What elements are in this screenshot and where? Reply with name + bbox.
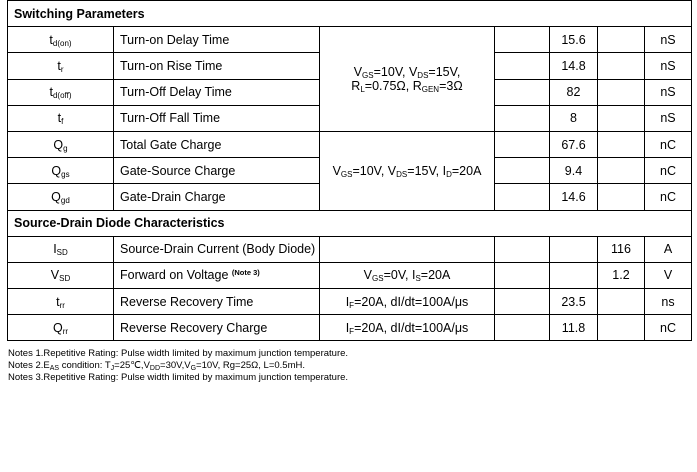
symbol-cell: $t_{d(off)}$ <box>8 79 114 105</box>
max-cell <box>598 289 645 315</box>
symbol-cell: $V_{SD}$ <box>8 262 114 288</box>
min-cell <box>495 131 550 157</box>
table-row <box>8 289 692 315</box>
table-row <box>8 262 692 288</box>
note-3: Notes 3.Repetitive Rating: Pulse width limited by maximum junction temperature. <box>8 372 349 384</box>
typ-cell: 14.6 <box>550 184 598 210</box>
unit-cell: ns <box>645 289 692 315</box>
typ-cell: 23.5 <box>550 289 598 315</box>
parameter-cell: Gate-Drain Charge <box>114 184 320 210</box>
typ-cell: 14.8 <box>550 53 598 79</box>
electrical-characteristics-table <box>7 0 692 341</box>
condition-cell-switching: $V_{GS}=10V$, $V_{DS}=15V$, $R_L=0.75\Omega$, $R_{GEN}=3\Omega$ <box>320 27 495 132</box>
parameter-cell: Turn-on Rise Time <box>114 53 320 79</box>
min-cell <box>495 79 550 105</box>
parameter-cell: Total Gate Charge <box>114 131 320 157</box>
unit-cell: A <box>645 236 692 262</box>
typ-cell: 67.6 <box>550 131 598 157</box>
section-header-row <box>8 210 692 236</box>
max-cell <box>598 184 645 210</box>
min-cell <box>495 27 550 53</box>
condition-cell: $I_F=20A$, dI/dt=100A/μs <box>320 315 495 341</box>
unit-cell: nS <box>645 79 692 105</box>
symbol-cell: $t_{d(on)}$ <box>8 27 114 53</box>
max-cell <box>598 105 645 131</box>
parameter-cell: Turn-Off Delay Time <box>114 79 320 105</box>
parameter-cell: Source-Drain Current (Body Diode) <box>114 236 320 262</box>
parameter-cell: Turn-on Delay Time <box>114 27 320 53</box>
unit-cell: nS <box>645 27 692 53</box>
max-cell <box>598 53 645 79</box>
condition-cell: $V_{GS}=0V$, $I_S=20A$ <box>320 262 495 288</box>
parameter-cell: Gate-Source Charge <box>114 158 320 184</box>
symbol-cell: $t_{rr}$ <box>8 289 114 315</box>
symbol-cell: $t_r$ <box>8 53 114 79</box>
typ-cell: 8 <box>550 105 598 131</box>
min-cell <box>495 158 550 184</box>
max-cell: 116 <box>598 236 645 262</box>
symbol-cell: $I_{SD}$ <box>8 236 114 262</box>
typ-cell <box>550 236 598 262</box>
unit-cell: V <box>645 262 692 288</box>
section-title-switching: Switching Parameters <box>8 1 692 27</box>
section-header-row <box>8 1 692 27</box>
notes-block <box>8 348 348 385</box>
symbol-cell: $Q_{rr}$ <box>8 315 114 341</box>
unit-cell: nC <box>645 184 692 210</box>
note-ref: (Note 3) <box>231 268 260 278</box>
unit-cell: nC <box>645 158 692 184</box>
condition-cell <box>320 236 495 262</box>
table-row <box>8 236 692 262</box>
min-cell <box>495 289 550 315</box>
symbol-cell: $Q_{gs}$ <box>8 158 114 184</box>
min-cell <box>495 53 550 79</box>
parameter-cell: Turn-Off Fall Time <box>114 105 320 131</box>
max-cell <box>598 79 645 105</box>
condition-cell: $I_F=20A$, dI/dt=100A/μs <box>320 289 495 315</box>
unit-cell: nS <box>645 105 692 131</box>
parameter-cell: Reverse Recovery Time <box>114 289 320 315</box>
typ-cell: 9.4 <box>550 158 598 184</box>
max-cell <box>598 158 645 184</box>
unit-cell: nC <box>645 315 692 341</box>
max-cell <box>598 315 645 341</box>
max-cell: 1.2 <box>598 262 645 288</box>
symbol-cell: $Q_{gd}$ <box>8 184 114 210</box>
table-row <box>8 131 692 157</box>
parameter-cell: Forward on Voltage $^{(Note 3)}$ <box>114 262 320 288</box>
parameter-cell: Reverse Recovery Charge <box>114 315 320 341</box>
min-cell <box>495 315 550 341</box>
note-2: Notes $2.E_{AS}$ condition: $T_J=25℃,V_{DD}=30V,V_G=10V$, Rg=25Ω, L=0.5mH. <box>8 360 305 373</box>
typ-cell: 11.8 <box>550 315 598 341</box>
unit-cell: nS <box>645 53 692 79</box>
section-title-diode: Source-Drain Diode Characteristics <box>8 210 692 236</box>
symbol-cell: $t_f$ <box>8 105 114 131</box>
table-row <box>8 315 692 341</box>
condition-cell-charge: $V_{GS}=10V$, $V_{DS}=15V$, $I_D=20A$ <box>320 131 495 210</box>
min-cell <box>495 105 550 131</box>
symbol-cell: $Q_g$ <box>8 131 114 157</box>
note-1: Notes 1.Repetitive Rating: Pulse width limited by maximum junction temperature. <box>8 348 349 359</box>
table-row <box>8 27 692 53</box>
min-cell <box>495 184 550 210</box>
min-cell <box>495 236 550 262</box>
typ-cell: 15.6 <box>550 27 598 53</box>
min-cell <box>495 262 550 288</box>
typ-cell: 82 <box>550 79 598 105</box>
unit-cell: nC <box>645 131 692 157</box>
typ-cell <box>550 262 598 288</box>
max-cell <box>598 27 645 53</box>
max-cell <box>598 131 645 157</box>
